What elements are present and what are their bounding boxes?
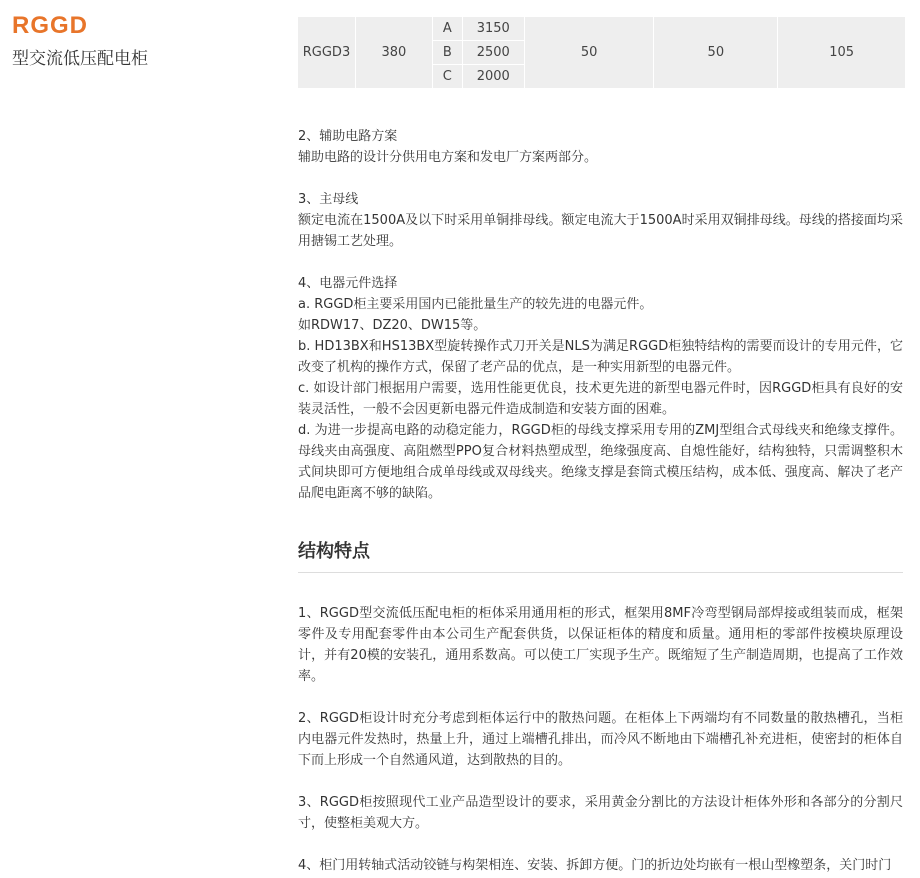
grade-cell: C: [432, 65, 462, 89]
product-code: RGGD: [12, 12, 88, 39]
table-cell: 50: [654, 17, 778, 89]
paragraph: b. HD13BX和HS13BX型旋转操作式刀开关是NLS为满足RGGD柜独特结构的需要而设计的专用元件，它改变了机构的操作方式，保留了老产品的优点，是一种实用新型的电器元件。: [298, 339, 903, 375]
current-cell: 2000: [462, 65, 524, 89]
current-cell: 3150: [462, 17, 524, 41]
section-heading: 3、主母线: [298, 192, 359, 207]
current-cell: 2500: [462, 41, 524, 65]
paragraph: a. RGGD柜主要采用国内已能批量生产的较先进的电器元件。: [298, 297, 653, 312]
voltage-cell: 380: [355, 17, 432, 89]
table-row: [298, 17, 906, 41]
feature-paragraph: 2、RGGD柜设计时充分考虑到柜体运行中的散热问题。在柜体上下两端均有不同数量的散热槽孔，当柜内电器元件发热时，热量上升，通过上端槽孔排出，而冷风不断地由下端槽孔补充进柜，使密封的柜体自下而上形成一个自然通风道，达到散热的目的。: [298, 711, 903, 768]
section-heading: 2、辅助电路方案: [298, 129, 398, 144]
feature-paragraph: 3、RGGD柜按照现代工业产品造型设计的要求，采用黄金分割比的方法设计柜体外形和各部分的分割尺寸，使整柜美观大方。: [298, 795, 903, 831]
brand-header: [12, 12, 148, 70]
table-cell: 105: [778, 17, 906, 89]
feature-paragraph: 1、RGGD型交流低压配电柜的柜体采用通用柜的形式，框架用8MF冷弯型钢局部焊接或组装而成，框架零件及专用配套零件由本公司生产配套供货，以保证柜体的精度和质量。通用柜的零部件按模块原理设计，并有20模的安装孔，通用系数高。可以使工厂实现予生产。既缩短了生产制造周期，也提高了工作效率。: [298, 606, 903, 684]
paragraph: d. 为进一步提高电路的动稳定能力，RGGD柜的母线支撑采用专用的ZMJ型组合式母线夹和绝缘支撑件。母线夹由高强度、高阻燃型PPO复合材料热塑成型，绝缘强度高、自熄性能好，结构独特，只需调整积木式间块即可方便地组合成单母线或双母线夹。绝缘支撑是套筒式模压结构，成本低、强度高、解决了老产品爬电距离不够的缺陷。: [298, 423, 903, 501]
feature-paragraph: 4、柜门用转轴式活动铰链与构架相连、安装、拆卸方便。门的折边处均嵌有一根山型橡塑条，关门时门: [298, 858, 892, 873]
main-content: [298, 126, 903, 876]
features-title: 结构特点: [298, 541, 370, 562]
spec-table: [297, 16, 906, 89]
section-heading: 4、电器元件选择: [298, 276, 398, 291]
product-name: 型交流低压配电柜: [12, 49, 148, 69]
model-cell: RGGD3: [298, 17, 356, 89]
grade-cell: A: [432, 17, 462, 41]
table-cell: 50: [524, 17, 654, 89]
grade-cell: B: [432, 41, 462, 65]
paragraph: 辅助电路的设计分供用电方案和发电厂方案两部分。: [298, 150, 598, 165]
paragraph: 额定电流在1500A及以下时采用单铜排母线。额定电流大于1500A时采用双铜排母线。母线的搭接面均采用搪锡工艺处理。: [298, 213, 903, 249]
paragraph: 如RDW17、DZ20、DW15等。: [298, 318, 487, 333]
paragraph: c. 如设计部门根据用户需要，选用性能更优良，技术更先进的新型电器元件时，因RGGD柜具有良好的安装灵活性，一般不会因更新电器元件造成制造和安装方面的困难。: [298, 381, 903, 417]
